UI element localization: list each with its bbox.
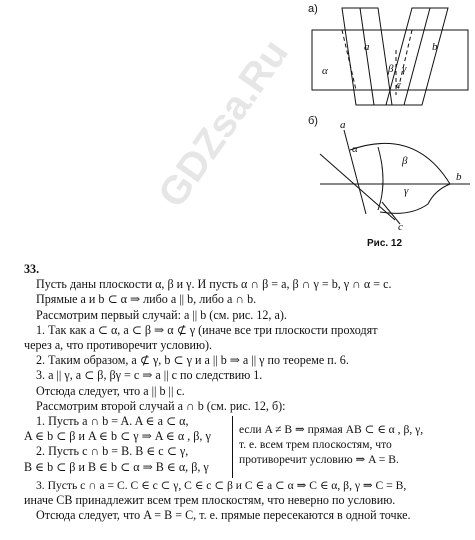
fig-b-a: a	[340, 119, 346, 131]
fig-a-alpha: α	[322, 65, 328, 77]
problem-number: 33.	[24, 262, 40, 276]
fig-b-gamma: γ	[404, 185, 409, 197]
text-line: A ∈ b ⊂ β и A ∈ b ⊂ γ ⇒ A ∈ α , β, γ	[24, 429, 211, 444]
fig-a-c: c	[396, 79, 401, 91]
figure-12a	[300, 0, 475, 110]
text-line: 1. Так как a ⊂ α, a ⊂ β ⇒ α ⊄ γ (иначе все три плоскости проходят	[36, 322, 378, 337]
text-line: 1. Пусть a ∩ b = A. A ∈ a ⊂ α,	[36, 414, 189, 429]
case-two-block	[24, 414, 464, 478]
case-two-right	[239, 414, 439, 468]
text-line: Рассмотрим второй случай a ∩ b (см. рис. 12, б):	[36, 398, 286, 413]
text-line: через a, что противоречит условию).	[24, 338, 213, 353]
fig-a-b: b	[432, 41, 438, 53]
figure-caption: Рис. 12	[367, 238, 403, 249]
text-line: 3. a || γ, a ⊂ β, βγ = c ⇒ a || c по следствию 1.	[36, 368, 263, 383]
watermark: GDZsa.Ru	[150, 31, 297, 216]
text-line: иначе CB принадлежит всем трем плоскостям, что неверно по условию.	[24, 493, 396, 508]
figure-12b	[300, 112, 475, 237]
fig-b-c: c	[398, 221, 403, 233]
fig-b-beta: β	[402, 155, 408, 167]
fig-a-beta: β	[388, 63, 394, 75]
fig-b-alpha: α	[352, 143, 358, 155]
text-line: Рассмотрим первый случай: a || b (см. рис. 12, а).	[36, 307, 287, 322]
solution-text	[24, 262, 464, 524]
text-line: 2. Таким образом, a ⊄ γ, b ⊂ γ и a || b ⇒ a || γ по теореме п. 6.	[36, 353, 349, 368]
text-line: 3. Пусть c ∩ a = C. C ∈ c ⊂ γ, C ∈ c ⊂ β и C ∈ a ⊂ α ⇒ C ∈ α, β, γ ⇒ C = B,	[36, 479, 407, 493]
case-two-left	[24, 414, 222, 475]
figure-a-label: а)	[308, 3, 318, 15]
text-line: Прямые a и b ⊂ α ⇒ либо a || b, либо a ∩ b.	[36, 292, 257, 307]
text-line: 2. Пусть c ∩ b = B. B ∈ c ⊂ γ,	[36, 444, 189, 459]
fig-a-a: a	[364, 41, 370, 53]
text-line: если A ≠ B ⇒ прямая AB ⊂ ∈ α , β, γ,	[239, 423, 424, 437]
figure-b-label: б)	[308, 115, 318, 127]
fig-b-b: b	[456, 171, 462, 183]
text-line: Отсюда следует, что a || b || c.	[36, 383, 185, 398]
brace-divider	[232, 416, 233, 478]
text-line: Пусть даны плоскости α, β и γ. И пусть α ∩ β = a, β ∩ γ = b, γ ∩ α = c.	[36, 277, 392, 292]
text-line: противоречит условию ⇒ A = B.	[239, 453, 399, 467]
fig-a-gamma: γ	[402, 63, 407, 75]
text-line: B ∈ b ⊂ β и B ∈ b ⊂ α ⇒ B ∈ α, β, γ	[24, 459, 209, 474]
text-line: Отсюда следует, что A = B = C, т. е. прямые пересекаются в одной точке.	[36, 508, 411, 523]
text-line: т. е. всем трем плоскостям, что	[239, 438, 392, 452]
